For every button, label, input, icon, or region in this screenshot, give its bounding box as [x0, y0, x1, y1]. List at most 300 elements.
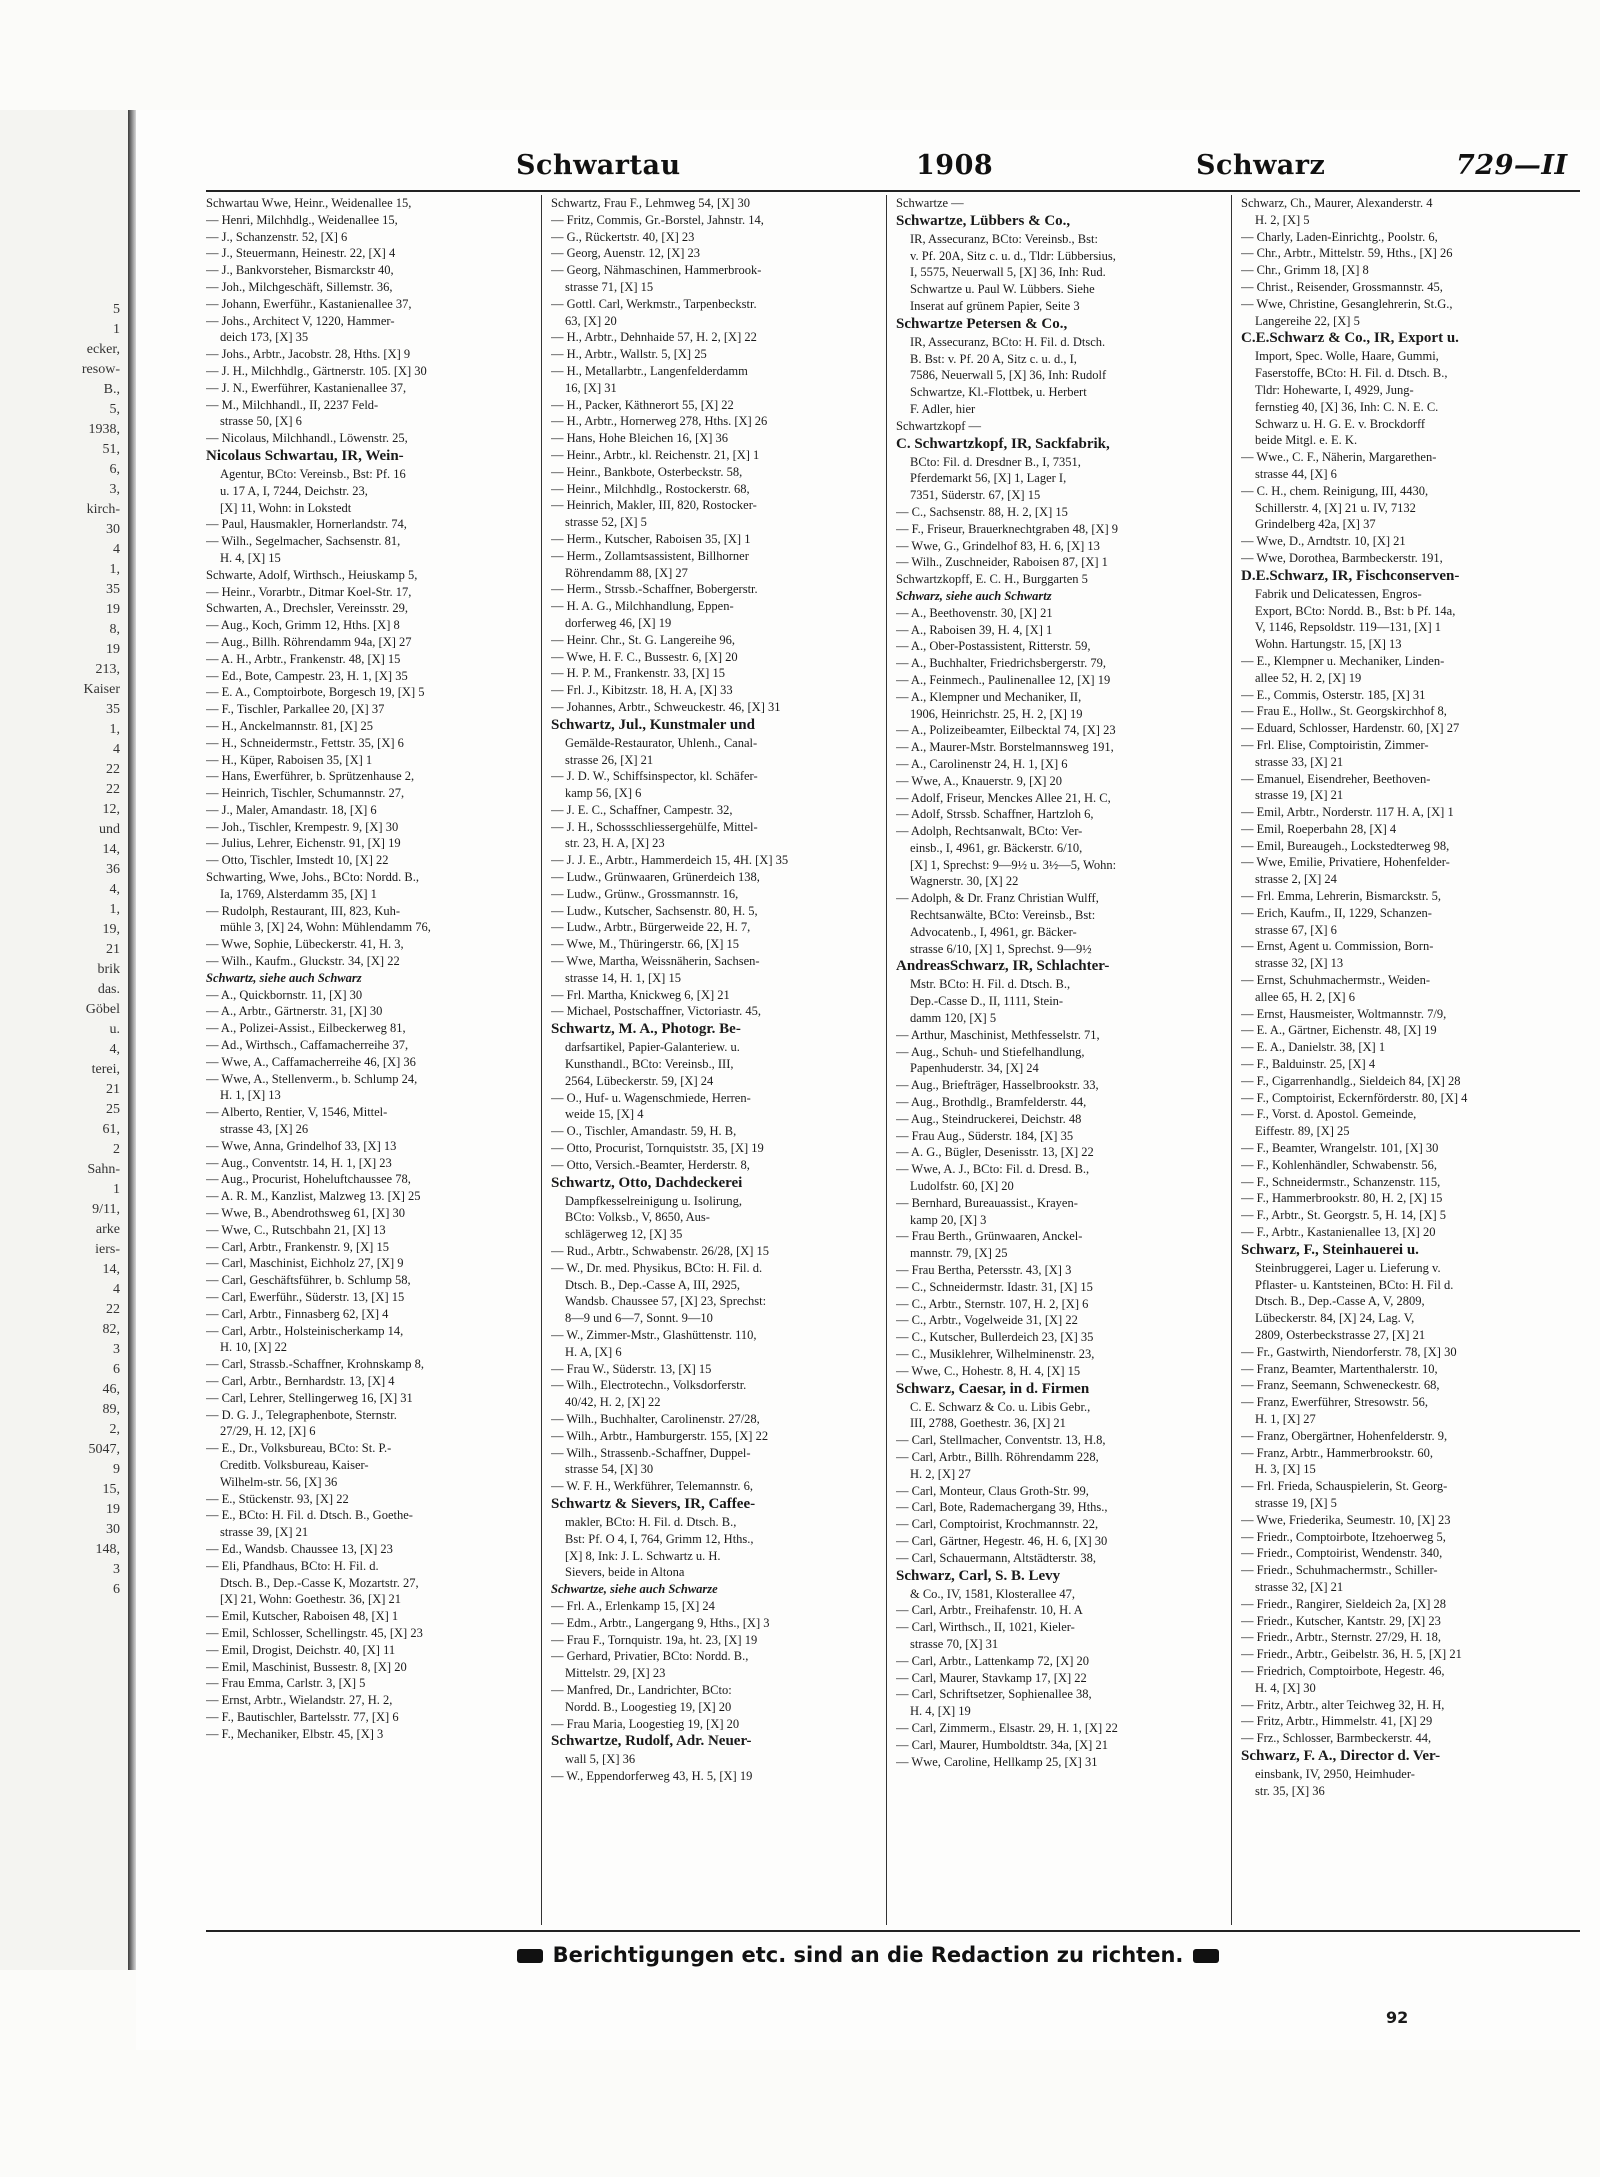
directory-entry-line: strasse 39, [X] 21: [220, 1525, 309, 1540]
previous-page-fragment: ecker,: [86, 342, 120, 357]
directory-entry-line: — Herm., Kutscher, Raboisen 35, [X] 1: [551, 531, 751, 546]
directory-entry-line: — Carl, Monteur, Claus Groth-Str. 99,: [896, 1483, 1089, 1498]
directory-entry-line: — Aug., Procurist, Hoheluftchaussee 78,: [206, 1172, 411, 1187]
directory-entry-line: Schwartzkopf —: [896, 418, 982, 433]
previous-page-fragment: 19: [106, 1502, 120, 1517]
directory-entry-line: — Georg, Nähmaschinen, Hammerbrook-: [551, 263, 762, 278]
directory-entry-line: — Georg, Auenstr. 12, [X] 23: [551, 246, 701, 261]
directory-entry-line: H. 3, [X] 15: [1255, 1462, 1316, 1477]
previous-page-fragment: 148,: [95, 1542, 120, 1557]
directory-entry-line: — C. H., chem. Reinigung, III, 4430,: [1241, 483, 1429, 498]
previous-page-fragment: terei,: [91, 1062, 120, 1077]
directory-entry-line: Dtsch. B., Dep.-Casse A, III, 2925,: [565, 1277, 740, 1292]
directory-entry-line: — Wwe, Anna, Grindelhof 33, [X] 13: [206, 1138, 397, 1153]
directory-entry-line: — F., Mechaniker, Elbstr. 45, [X] 3: [206, 1726, 384, 1741]
directory-entry-line: — H., Arbtr., Hornerweg 278, Hths. [X] 26: [551, 414, 768, 429]
previous-page-fragment: 3,: [109, 482, 120, 497]
directory-entry-line: — Frl. Elise, Comptoiristin, Zimmer-: [1241, 737, 1429, 752]
directory-entry-line: — Frl. Frieda, Schauspielerin, St. Georg-: [1241, 1479, 1448, 1494]
directory-entry-line: C. E. Schwarz & Co. u. Libis Gebr.,: [910, 1399, 1091, 1414]
previous-page-fragment: 19,: [102, 922, 120, 937]
directory-entry-line: allee 52, H. 2, [X] 19: [1255, 670, 1362, 685]
directory-entry-line: — Heinr. Chr., St. G. Langereihe 96,: [551, 632, 735, 647]
directory-entry-line: — J., Steuermann, Heinestr. 22, [X] 4: [206, 246, 396, 261]
directory-entry-line: — Carl, Arbtr., Billh. Röhrendamm 228,: [896, 1449, 1099, 1464]
previous-page-fragment: 82,: [102, 1322, 120, 1337]
directory-entry-line: — Frl. Martha, Knickweg 6, [X] 21: [551, 987, 730, 1002]
previous-page-fragment: 22: [106, 762, 120, 777]
directory-entry-line: H. 2, [X] 27: [910, 1466, 971, 1481]
directory-entry-line: — D. G. J., Telegraphenbote, Sternstr.: [206, 1407, 397, 1422]
directory-entry-line: — Wilh., Arbtr., Hamburgerstr. 155, [X] 22: [551, 1428, 769, 1443]
header-right-keyword: Schwarz: [1196, 150, 1326, 181]
pointing-hand-right-icon: [1193, 1949, 1219, 1963]
previous-page-fragment: 5047,: [88, 1442, 120, 1457]
directory-entry-line: Langereihe 22, [X] 5: [1255, 313, 1360, 328]
directory-entry-line: Wilhelm-str. 56, [X] 36: [220, 1474, 338, 1489]
directory-entry-line: — F., Cigarrenhandlg., Sieldeich 84, [X] 28: [1241, 1073, 1461, 1088]
previous-page-fragment: 4: [113, 742, 120, 757]
previous-page-fragment: 1,: [109, 722, 120, 737]
directory-entry-line: — Aug., Steindruckerei, Deichstr. 48: [896, 1111, 1082, 1126]
directory-entry-line: — J., Schanzenstr. 52, [X] 6: [206, 229, 348, 244]
directory-entry-line: strasse 32, [X] 13: [1255, 956, 1344, 971]
directory-entry-line: — Aug., Billh. Röhrendamm 94a, [X] 27: [206, 634, 412, 649]
directory-entry-line: 2809, Osterbeckstrasse 27, [X] 21: [1255, 1328, 1426, 1342]
column-divider: [541, 195, 542, 1925]
previous-page-fragment: 1: [113, 322, 120, 337]
directory-entry-line: Kunsthandl., BCto: Vereinsb., III,: [565, 1057, 734, 1072]
previous-page-fragment: B.,: [103, 382, 120, 397]
previous-page-fragments: [2, 300, 120, 1600]
previous-page-fragment: 12,: [102, 802, 120, 817]
directory-entry-line: einsbank, IV, 2950, Heimhuder-: [1255, 1766, 1415, 1781]
directory-entry-line: — F., Arbtr., St. Georgstr. 5, H. 14, [X] 5: [1241, 1208, 1447, 1223]
directory-entry-line: — Adolph, Rechtsanwalt, BCto: Ver-: [896, 824, 1083, 839]
directory-entry-line: Schwarte, Adolf, Wirthsch., Heiuskamp 5,: [206, 567, 418, 582]
directory-entry-line: 8—9 und 6—7, Sonnt. 9—10: [565, 1311, 713, 1326]
directory-entry-line: kamp 56, [X] 6: [565, 786, 642, 801]
directory-entry-line: Nicolaus Schwartau, IR, Wein-: [206, 447, 404, 464]
directory-entry-line: — Heinr., Bankbote, Osterbeckstr. 58,: [551, 464, 743, 479]
directory-entry-line: — C., Arbtr., Vogelweide 31, [X] 22: [896, 1313, 1078, 1328]
previous-page-fragment: u.: [109, 1022, 120, 1037]
directory-entry-line: — Carl, Gärtner, Hegestr. 46, H. 6, [X] 30: [896, 1533, 1108, 1548]
previous-page-edge: [0, 110, 128, 1970]
directory-entry-line: — Wwe, A., Caffamacherreihe 46, [X] 36: [206, 1054, 416, 1069]
directory-entry-line: H. 4, [X] 30: [1255, 1680, 1316, 1695]
directory-entry-line: Schillerstr. 4, [X] 21 u. IV, 7132: [1255, 500, 1416, 515]
directory-entry-line: Schwartze —: [896, 196, 964, 210]
directory-entry-line: — Wwe, B., Abendrothsweg 61, [X] 30: [206, 1206, 406, 1221]
directory-entry-line: kamp 20, [X] 3: [910, 1212, 987, 1227]
directory-entry-line: Dtsch. B., Dep.-Casse A, V, 2809,: [1255, 1294, 1425, 1309]
directory-entry-line: — A. R. M., Kanzlist, Malzweg 13. [X] 25: [206, 1189, 421, 1204]
directory-entry-line: — A., Klempner und Mechaniker, II,: [896, 689, 1082, 704]
directory-entry-line: — Otto, Procurist, Tornquiststr. 35, [X] 19: [551, 1141, 764, 1156]
directory-entry-line: 40/42, H. 2, [X] 22: [565, 1395, 661, 1410]
directory-entry-line: — Frau Emma, Carlstr. 3, [X] 5: [206, 1676, 366, 1691]
directory-entry-line: Schwarz, Carl, S. B. Levy: [896, 1567, 1061, 1584]
directory-entry-line: — Friedr., Kutscher, Kantstr. 29, [X] 23: [1241, 1613, 1441, 1628]
directory-entry-line: — H., Metallarbtr., Langenfelderdamm: [551, 363, 748, 378]
directory-entry-line: — Herm., Strssb.-Schaffner, Bobergerstr.: [551, 582, 758, 597]
previous-page-fragment: 1,: [109, 562, 120, 577]
directory-entry-line: — Wwe, C., Hohestr. 8, H. 4, [X] 15: [896, 1363, 1081, 1378]
directory-entry-line: — Wilh., Zuschneider, Raboisen 87, [X] 1: [896, 555, 1108, 570]
directory-entry-line: — Carl, Maurer, Stavkamp 17, [X] 22: [896, 1670, 1087, 1685]
directory-entry-line: — Charly, Laden-Einrichtg., Poolstr. 6,: [1241, 229, 1438, 244]
directory-entry-line: — Otto, Versich.-Beamter, Herderstr. 8,: [551, 1157, 750, 1172]
directory-entry-line: — Ludw., Grünwaaren, Grünerdeich 138,: [551, 870, 760, 885]
directory-entry-line: Grindelberg 42a, [X] 37: [1255, 517, 1376, 532]
directory-entry-line: — Friedr., Arbtr., Sternstr. 27/29, H. 18,: [1241, 1630, 1441, 1645]
directory-entry-line: — Franz, Arbtr., Hammerbrookstr. 60,: [1241, 1445, 1433, 1460]
previous-page-fragment: 2: [113, 1142, 120, 1157]
directory-entry-line: Ludolfstr. 60, [X] 20: [910, 1179, 1014, 1194]
directory-entry-line: — Carl, Arbtr., Finnasberg 62, [X] 4: [206, 1306, 389, 1321]
directory-entry-line: — Hans, Ewerführer, b. Sprützenhause 2,: [206, 769, 415, 784]
previous-page-fragment: 51,: [102, 442, 120, 457]
directory-entry-line: — W., Eppendorferweg 43, H. 5, [X] 19: [551, 1769, 753, 1784]
previous-page-fragment: 1,: [109, 902, 120, 917]
directory-entry-line: strasse 52, [X] 5: [565, 515, 647, 530]
directory-entry-line: H. 1, [X] 27: [1255, 1411, 1316, 1426]
directory-entry-line: — Fritz, Commis, Gr.-Borstel, Jahnstr. 14,: [551, 212, 764, 227]
directory-entry-line: — Frau F., Tornquistr. 19a, ht. 23, [X] 19: [551, 1632, 758, 1647]
previous-page-fragment: 19: [106, 642, 120, 657]
directory-entry-line: — Manfred, Dr., Landrichter, BCto:: [551, 1682, 732, 1697]
previous-page-fragment: 4: [113, 1282, 120, 1297]
directory-entry-line: — Frl. A., Erlenkamp 15, [X] 24: [551, 1598, 715, 1613]
directory-entry-line: — F., Hammerbrookstr. 80, H. 2, [X] 15: [1241, 1191, 1443, 1206]
directory-entry-line: — F., Bautischler, Bartelsstr. 77, [X] 6: [206, 1709, 399, 1724]
directory-entry-line: strasse 19, [X] 21: [1255, 788, 1344, 803]
directory-entry-line: — F., Vorst. d. Apostol. Gemeinde,: [1241, 1107, 1417, 1122]
directory-entry-line: — J. E. C., Schaffner, Campestr. 32,: [551, 802, 733, 817]
directory-entry-line: — E., Klempner u. Mechaniker, Linden-: [1241, 653, 1445, 668]
directory-entry-line: Eiffestr. 89, [X] 25: [1255, 1124, 1350, 1139]
directory-entry-line: — Frau Berth., Grünwaaren, Anckel-: [896, 1229, 1083, 1244]
directory-entry-line: 2564, Lübeckerstr. 59, [X] 24: [565, 1073, 714, 1088]
directory-entry-line: — Wilh., Segelmacher, Sachsenstr. 81,: [206, 534, 401, 549]
previous-page-fragment: brik: [97, 962, 120, 977]
directory-entry-line: Steinbruggerei, Lager u. Lieferung v.: [1255, 1260, 1441, 1275]
footer-note-text: Berichtigungen etc. sind an die Redaction zu richten.: [552, 1943, 1184, 1967]
directory-entry-line: — C., Schneidermstr. Idastr. 31, [X] 15: [896, 1279, 1093, 1294]
directory-entry-line: — F., Friseur, Brauerknechtgraben 48, [X] 9: [896, 521, 1119, 536]
directory-entry-line: — A., Buchhalter, Friedrichsbergerstr. 79,: [896, 656, 1106, 671]
directory-entry-line: Schwarting, Wwe, Johs., BCto: Nordd. B.,: [206, 870, 419, 885]
directory-entry-line: — Friedr., Rangirer, Sieldeich 2a, [X] 28: [1241, 1596, 1447, 1611]
directory-entry-line: Schwartz, Frau F., Lehmweg 54, [X] 30: [551, 196, 750, 210]
directory-entry-line: — Paul, Hausmakler, Hornerlandstr. 74,: [206, 517, 407, 532]
directory-entry-line: Schwarten, A., Drechsler, Vereinsstr. 29,: [206, 601, 409, 616]
previous-page-fragment: 8,: [109, 622, 120, 637]
directory-entry-line: Schwartz, siehe auch Schwarz: [206, 970, 362, 985]
directory-entry-line: Schwarz, siehe auch Schwartz: [896, 588, 1052, 603]
directory-entry-line: — A., Ober-Postassistent, Ritterstr. 59,: [896, 639, 1091, 654]
header-year: 1908: [916, 150, 994, 181]
directory-entry-line: — F., Kohlenhändler, Schwabenstr. 56,: [1241, 1157, 1438, 1172]
previous-page-fragment: 2,: [109, 1422, 120, 1437]
previous-page-fragment: 6: [113, 1582, 120, 1597]
page-header: [216, 150, 1570, 190]
directory-entry-line: — Carl, Stellmacher, Conventstr. 13, H.8,: [896, 1433, 1106, 1448]
directory-entry-line: — W. F. H., Werkführer, Telemannstr. 6,: [551, 1479, 754, 1494]
directory-entry-line: — M., Milchhandl., II, 2237 Feld-: [206, 397, 379, 412]
directory-entry-line: Ia, 1769, Alsterdamm 35, [X] 1: [220, 886, 377, 901]
directory-entry-line: — A., Raboisen 39, H. 4, [X] 1: [896, 622, 1053, 637]
directory-entry-line: — A., Maurer-Mstr. Borstelmannsweg 191,: [896, 740, 1114, 755]
directory-entry-line: — Friedrich, Comptoirbote, Hegestr. 46,: [1241, 1663, 1445, 1678]
directory-entry-line: strasse 19, [X] 5: [1255, 1495, 1337, 1510]
directory-entry-line: — Emil, Arbtr., Norderstr. 117 H. A, [X] 1: [1241, 805, 1454, 820]
directory-entry-line: — Wwe, A. J., BCto: Fil. d. Dresd. B.,: [896, 1162, 1090, 1177]
directory-entry-line: H. 1, [X] 13: [220, 1088, 281, 1103]
previous-page-fragment: 1938,: [88, 422, 120, 437]
directory-entry-line: — Frau W., Süderstr. 13, [X] 15: [551, 1361, 712, 1376]
directory-entry-line: — J. J. E., Arbtr., Hammerdeich 15, 4H. [X] 35: [551, 853, 789, 868]
previous-page-fragment: 30: [106, 1522, 120, 1537]
directory-entry-line: Pferdemarkt 56, [X] 1, Lager I,: [910, 471, 1067, 486]
directory-entry-line: — Heinr., Arbtr., kl. Reichenstr. 21, [X] 1: [551, 447, 760, 462]
directory-entry-line: — Emil, Schlosser, Schellingstr. 45, [X] 23: [206, 1625, 423, 1640]
directory-entry-line: H. 2, [X] 5: [1255, 212, 1310, 227]
directory-entry-line: Pflaster- u. Kantsteinen, BCto: H. Fil d.: [1255, 1277, 1454, 1292]
directory-entry-line: — O., Tischler, Amandastr. 59, H. B,: [551, 1124, 737, 1139]
previous-page-fragment: 61,: [102, 1122, 120, 1137]
directory-entry-line: — C., Arbtr., Sternstr. 107, H. 2, [X] 6: [896, 1296, 1089, 1311]
directory-entry-line: — Johs., Architect V, 1220, Hammer-: [206, 313, 395, 328]
previous-page-fragment: 19: [106, 602, 120, 617]
directory-entry-line: — Wilh., Buchhalter, Carolinenstr. 27/28,: [551, 1411, 760, 1426]
directory-entry-line: — Aug., Conventstr. 14, H. 1, [X] 23: [206, 1155, 392, 1170]
directory-entry-line: IR, Assecuranz, BCto: Vereinsb., Bst:: [910, 231, 1098, 246]
directory-entry-line: — Carl, Zimmerm., Elsastr. 29, H. 1, [X] 22: [896, 1720, 1118, 1735]
directory-entry-line: — Fritz, Arbtr., alter Teichweg 32, H. H,: [1241, 1697, 1445, 1712]
directory-entry-line: — Emanuel, Eisendreher, Beethoven-: [1241, 771, 1431, 786]
directory-entry-line: — Erich, Kaufm., II, 1229, Schanzen-: [1241, 905, 1432, 920]
directory-entry-line: Schwartze, Kl.-Flottbek, u. Herbert: [910, 385, 1087, 400]
directory-entry-line: Dtsch. B., Dep.-Casse K, Mozartstr. 27,: [220, 1575, 419, 1590]
directory-entry-line: — Frau E., Hollw., St. Georgskirchhof 8,: [1241, 704, 1447, 719]
directory-entry-line: — Frau Maria, Loogestieg 19, [X] 20: [551, 1716, 740, 1731]
directory-entry-line: v. Pf. 20A, Sitz c. u. d., Tldr: Lübbersius,: [910, 248, 1116, 263]
directory-entry-line: — Wwe, Martha, Weissnäherin, Sachsen-: [551, 954, 760, 969]
directory-entry-line: — Eduard, Schlosser, Hardenstr. 60, [X] 27: [1241, 721, 1460, 736]
directory-entry-line: — Adolph, & Dr. Franz Christian Wulff,: [896, 891, 1099, 906]
directory-entry-line: F. Adler, hier: [910, 401, 976, 416]
directory-entry-line: Schwarz, Caesar, in d. Firmen: [896, 1380, 1090, 1397]
previous-page-fragment: Sahn-: [87, 1162, 120, 1177]
directory-column-2: [551, 195, 873, 1925]
directory-entry-line: — Carl, Arbtr., Lattenkamp 72, [X] 20: [896, 1653, 1090, 1668]
header-left-keyword: Schwartau: [516, 150, 681, 181]
directory-entry-line: — J. D. W., Schiffsinspector, kl. Schäfer-: [551, 769, 758, 784]
directory-entry-line: — Fr., Gastwirth, Niendorferstr. 78, [X] 30: [1241, 1344, 1457, 1359]
directory-entry-line: — Carl, Arbtr., Freihafenstr. 10, H. A: [896, 1603, 1083, 1618]
directory-entry-line: BCto: Volksb., V, 8650, Aus-: [565, 1210, 710, 1225]
directory-entry-line: — Franz, Seemann, Schweneckestr. 68,: [1241, 1378, 1440, 1393]
directory-entry-line: Schwartze, Lübbers & Co.,: [896, 212, 1071, 229]
directory-entry-line: — A., Beethovenstr. 30, [X] 21: [896, 605, 1053, 620]
directory-entry-line: — Carl, Strassb.-Schaffner, Krohnskamp 8,: [206, 1357, 424, 1372]
directory-entry-line: — Emil, Roeperbahn 28, [X] 4: [1241, 821, 1397, 836]
directory-entry-line: — Frl. J., Kibitzstr. 18, H. A, [X] 33: [551, 683, 733, 698]
directory-entry-line: str. 35, [X] 36: [1255, 1783, 1325, 1798]
directory-entry-line: — Frau Bertha, Petersstr. 43, [X] 3: [896, 1263, 1072, 1278]
directory-entry-line: Schwartau Wwe, Heinr., Weidenallee 15,: [206, 196, 412, 210]
directory-entry-line: — Nicolaus, Milchhandl., Löwenstr. 25,: [206, 431, 408, 446]
directory-entry-line: Schwarz, F. A., Director d. Ver-: [1241, 1747, 1441, 1764]
directory-entry-line: [X] 1, Sprechst: 9—9½ u. 3½—5, Wohn:: [910, 857, 1117, 872]
directory-entry-line: — Wwe, Friederika, Seumestr. 10, [X] 23: [1241, 1512, 1451, 1527]
directory-entry-line: Export, BCto: Nordd. B., Bst: b Pf. 14a,: [1255, 603, 1456, 618]
directory-entry-line: — E. A., Danielstr. 38, [X] 1: [1241, 1040, 1386, 1055]
directory-entry-line: — Edm., Arbtr., Langergang 9, Hths., [X] 3: [551, 1615, 770, 1630]
directory-entry-line: — E. A., Comptoirbote, Borgesch 19, [X] 5: [206, 685, 425, 700]
directory-entry-line: — Wilh., Strassenb.-Schaffner, Duppel-: [551, 1445, 751, 1460]
directory-entry-line: — Wwe, Christine, Gesanglehrerin, St.G.,: [1241, 296, 1453, 311]
directory-entry-line: — Heinrich, Makler, III, 820, Rostocker-: [551, 498, 757, 513]
directory-entry-line: strasse 43, [X] 26: [220, 1122, 309, 1137]
directory-entry-line: — Aug., Brothdlg., Bramfelderstr. 44,: [896, 1095, 1087, 1110]
previous-page-fragment: 1: [113, 1182, 120, 1197]
directory-entry-line: — Carl, Arbtr., Frankenstr. 9, [X] 15: [206, 1239, 389, 1254]
previous-page-fragment: Göbel: [85, 1002, 120, 1017]
directory-entry-line: — Frl. Emma, Lehrerin, Bismarckstr. 5,: [1241, 889, 1441, 904]
directory-entry-line: — Friedr., Comptoirbote, Itzehoerweg 5,: [1241, 1529, 1446, 1544]
directory-entry-line: strasse 6/10, [X] 1, Sprechst. 9—9½: [910, 941, 1092, 956]
directory-entry-line: mühle 3, [X] 24, Wohn: Mühlendamm 76,: [220, 920, 431, 935]
directory-entry-line: — O., Huf- u. Wagenschmiede, Herren-: [551, 1090, 751, 1105]
directory-entry-line: — Alberto, Rentier, V, 1546, Mittel-: [206, 1105, 388, 1120]
directory-entry-line: — Heinr., Milchhdlg., Rostockerstr. 68,: [551, 481, 750, 496]
directory-entry-line: H. A, [X] 6: [565, 1344, 622, 1359]
directory-entry-line: — Joh., Milchgeschäft, Sillemstr. 36,: [206, 279, 393, 294]
directory-entry-line: mannstr. 79, [X] 25: [910, 1246, 1008, 1261]
directory-entry-line: — Wwe, G., Grindelhof 83, H. 6, [X] 13: [896, 538, 1100, 553]
directory-entry-line: — Franz, Beamter, Martenthalerstr. 10,: [1241, 1361, 1438, 1376]
previous-page-fragment: 213,: [95, 662, 120, 677]
directory-entry-line: H. 4, [X] 15: [220, 550, 281, 565]
directory-entry-line: Faserstoffe, BCto: H. Fil. d. Dtsch. B.,: [1255, 366, 1448, 381]
directory-entry-line: — E., Commis, Osterstr. 185, [X] 31: [1241, 687, 1426, 702]
directory-entry-line: — A., Quickbornstr. 11, [X] 30: [206, 987, 363, 1002]
directory-entry-line: — Heinrich, Tischler, Schumannstr. 27,: [206, 786, 405, 801]
directory-entry-line: — J., Bankvorsteher, Bismarckstr 40,: [206, 263, 394, 278]
directory-entry-line: — Bernhard, Bureauassist., Krayen-: [896, 1195, 1078, 1210]
directory-entry-line: III, 2788, Goethestr. 36, [X] 21: [910, 1416, 1066, 1431]
directory-entry-line: — Arthur, Maschinist, Methfesselstr. 71,: [896, 1027, 1100, 1042]
directory-entry-line: darfsartikel, Papier-Galanteriew. u.: [565, 1040, 740, 1055]
directory-entry-line: — Carl, Comptoirist, Krochmannstr. 22,: [896, 1517, 1099, 1532]
directory-entry-line: — J. H., Milchhdlg., Gärtnerstr. 105. [X] 30: [206, 363, 427, 378]
directory-entry-line: 7351, Süderstr. 67, [X] 15: [910, 488, 1041, 503]
directory-entry-line: — Ludw., Kutscher, Sachsenstr. 80, H. 5,: [551, 903, 758, 918]
directory-entry-line: IR, Assecuranz, BCto: H. Fil. d. Dtsch.: [910, 334, 1106, 349]
directory-entry-line: Advocatenb., I, 4961, gr. Bäcker-: [910, 924, 1077, 939]
directory-entry-line: — H. A. G., Milchhandlung, Eppen-: [551, 599, 734, 614]
directory-entry-line: Schwartze, Rudolf, Adr. Neuer-: [551, 1733, 752, 1750]
directory-entry-line: — Johs., Arbtr., Jacobstr. 28, Hths. [X] 9: [206, 347, 411, 362]
directory-entry-line: — H., Arbtr., Dehnhaide 57, H. 2, [X] 22: [551, 330, 757, 345]
directory-columns: [206, 195, 1576, 1925]
directory-entry-line: — Wwe, C., Rutschbahn 21, [X] 13: [206, 1222, 386, 1237]
previous-page-fragment: 14,: [102, 842, 120, 857]
directory-entry-line: — Ernst, Hausmeister, Woltmannstr. 7/9,: [1241, 1006, 1447, 1021]
directory-entry-line: C.E.Schwarz & Co., IR, Export u.: [1241, 330, 1459, 347]
directory-entry-line: — H. P. M., Frankenstr. 33, [X] 15: [551, 666, 725, 681]
directory-entry-line: Schwartzkopff, E. C. H., Burggarten 5: [896, 572, 1088, 587]
directory-entry-line: damm 120, [X] 5: [910, 1011, 997, 1026]
directory-entry-line: Sievers, beide in Altona: [565, 1565, 685, 1580]
directory-entry-line: Tldr: Hohewarte, I, 4929, Jung-: [1255, 382, 1414, 397]
directory-entry-line: — Ernst, Schuhmachermstr., Weiden-: [1241, 973, 1431, 988]
directory-entry-line: — Friedr., Schuhmachermstr., Schiller-: [1241, 1563, 1438, 1578]
previous-page-fragment: 6,: [109, 462, 120, 477]
directory-entry-line: — Carl, Geschäftsführer, b. Schlump 58,: [206, 1273, 411, 1288]
directory-entry-line: — Wwe, H. F. C., Bussestr. 6, [X] 20: [551, 649, 738, 664]
previous-page-fragment: kirch-: [86, 502, 120, 517]
directory-entry-line: & Co., IV, 1581, Klosterallee 47,: [910, 1586, 1076, 1601]
previous-page-fragment: und: [99, 822, 120, 837]
directory-entry-line: strasse 71, [X] 15: [565, 279, 654, 294]
directory-entry-line: — Joh., Tischler, Krempestr. 9, [X] 30: [206, 819, 399, 834]
directory-entry-line: — F., Schneidermstr., Schanzenstr. 115,: [1241, 1174, 1441, 1189]
directory-entry-line: — Ernst, Agent u. Commission, Born-: [1241, 939, 1434, 954]
previous-page-fragment: 46,: [102, 1382, 120, 1397]
previous-page-fragment: 3: [113, 1562, 120, 1577]
directory-entry-line: strasse 33, [X] 21: [1255, 754, 1344, 769]
previous-page-fragment: 21: [106, 1082, 120, 1097]
directory-entry-line: Mstr. BCto: H. Fil. d. Dtsch. B.,: [910, 977, 1071, 992]
previous-page-fragment: 36: [106, 862, 120, 877]
directory-entry-line: 1906, Heinrichstr. 25, H. 2, [X] 19: [910, 706, 1083, 721]
directory-entry-line: — G., Rückertstr. 40, [X] 23: [551, 229, 695, 244]
directory-entry-line: makler, BCto: H. Fil. d. Dtsch. B.,: [565, 1514, 737, 1529]
directory-entry-line: — Carl, Arbtr., Holsteinischerkamp 14,: [206, 1323, 404, 1338]
directory-entry-line: beide Mitgl. e. E. K.: [1255, 433, 1358, 448]
directory-entry-line: — Wwe, Sophie, Lübeckerstr. 41, H. 3,: [206, 937, 404, 952]
directory-entry-line: Import, Spec. Wolle, Haare, Gummi,: [1255, 349, 1439, 364]
directory-entry-line: — E., Stückenstr. 93, [X] 22: [206, 1491, 349, 1506]
directory-entry-line: 27/29, H. 12, [X] 6: [220, 1424, 316, 1439]
directory-entry-line: — Carl, Maurer, Humboldtstr. 34a, [X] 21: [896, 1737, 1108, 1752]
directory-entry-line: Nordd. B., Loogestieg 19, [X] 20: [565, 1699, 732, 1714]
previous-page-fragment: 35: [106, 702, 120, 717]
directory-entry-line: — Carl, Wirthsch., II, 1021, Kieler-: [896, 1620, 1075, 1635]
directory-entry-line: — Frz., Schlosser, Barmbeckerstr. 44,: [1241, 1731, 1432, 1746]
directory-entry-line: strasse 67, [X] 6: [1255, 922, 1337, 937]
directory-entry-line: Wagnerstr. 30, [X] 22: [910, 874, 1019, 889]
directory-entry-line: — Ed., Bote, Campestr. 23, H. 1, [X] 35: [206, 668, 408, 683]
previous-page-fragment: 9: [113, 1462, 120, 1477]
directory-entry-line: Mittelstr. 29, [X] 23: [565, 1666, 666, 1681]
directory-entry-line: — Hans, Hohe Bleichen 16, [X] 36: [551, 431, 729, 446]
directory-entry-line: Inserat auf grünem Papier, Seite 3: [910, 298, 1080, 313]
directory-entry-line: — A., Polizei-Assist., Eilbeckerweg 81,: [206, 1021, 406, 1036]
directory-column-3: [896, 195, 1218, 1925]
directory-entry-line: Papenhuderstr. 34, [X] 24: [910, 1061, 1039, 1076]
directory-entry-line: — Aug., Koch, Grimm 12, Hths. [X] 8: [206, 618, 400, 633]
directory-entry-line: Schwartz, Otto, Dachdeckerei: [551, 1174, 743, 1191]
directory-entry-line: schlägerweg 12, [X] 35: [565, 1227, 683, 1242]
previous-page-fragment: 30: [106, 522, 120, 537]
previous-page-fragment: resow-: [81, 362, 120, 377]
directory-entry-line: — C., Musiklehrer, Wilhelminenstr. 23,: [896, 1347, 1095, 1361]
